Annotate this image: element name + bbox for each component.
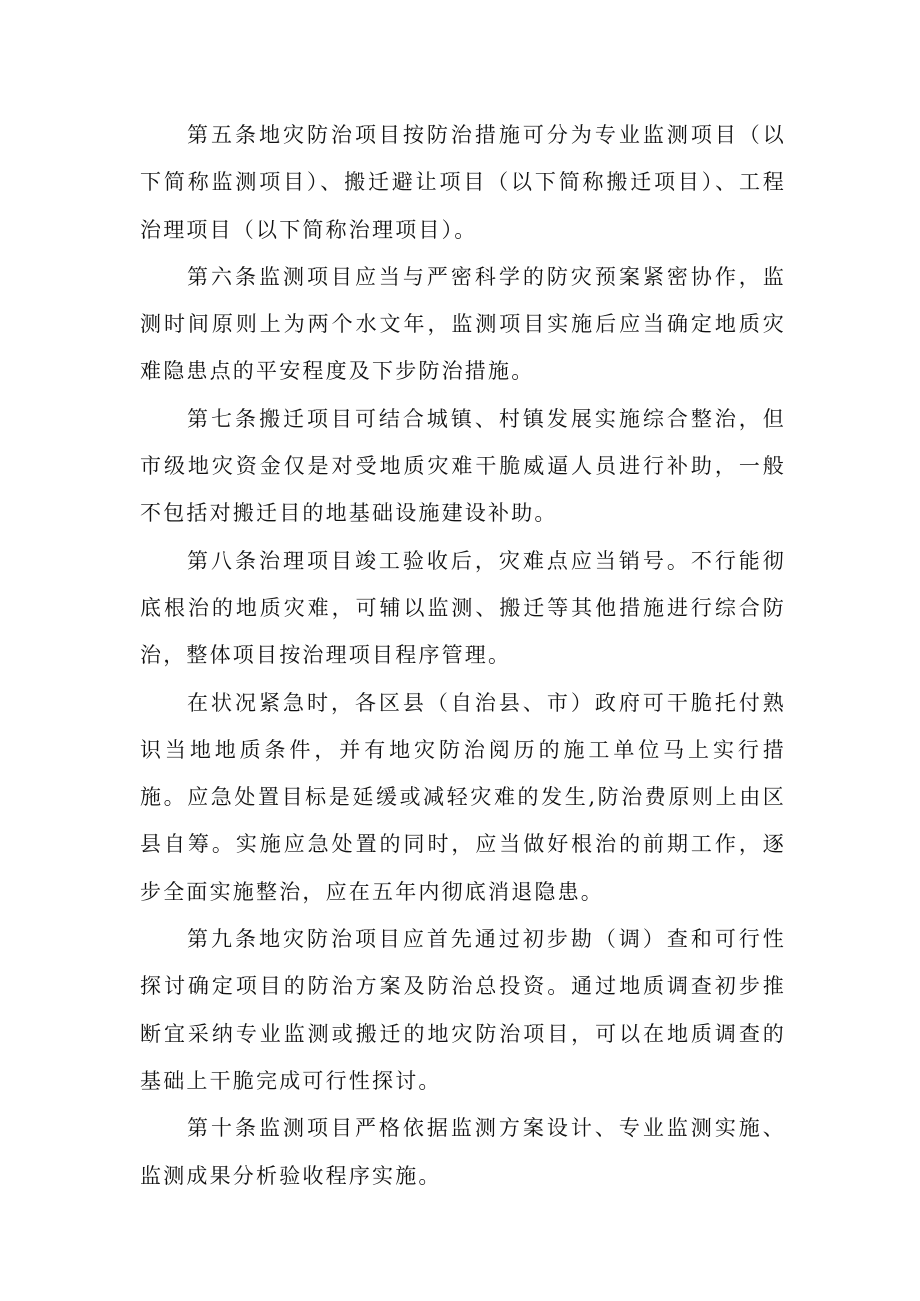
document-body [140,112,786,1200]
paragraph-article-5: 第五条地灾防治项目按防治措施可分为专业监测项目（以下简称监测项目）、搬迁避让项目（以下简称搬迁项目）、工程治理项目（以下简称治理项目）。 [140,123,786,242]
paragraph-article-8: 第八条治理项目竣工验收后，灾难点应当销号。不行能彻底根治的地质灾难，可辅以监测、搬迁等其他措施进行综合防治，整体项目按治理项目程序管理。 [140,548,786,668]
paragraph-emergency: 在状况紧急时，各区县（自治县、市）政府可干脆托付熟识当地地质条件，并有地灾防治阅历的施工单位马上实行措施。应急处置目标是延缓或减轻灾难的发生,防治费原则上由区县自筹。实施应急处置的同时，应当做好根治的前期工作，逐步全面实施整治，应在五年内彻底消退隐患。 [140,690,786,904]
paragraph-article-9: 第九条地灾防治项目应首先通过初步勘（调）查和可行性探讨确定项目的防治方案及防治总投资。通过地质调查初步推断宜采纳专业监测或搬迁的地灾防治项目，可以在地质调查的基础上干脆完成可行性探讨。 [140,927,786,1093]
paragraph-article-10: 第十条监测项目严格依据监测方案设计、专业监测实施、监测成果分析验收程序实施。 [140,1116,786,1188]
paragraph-article-6: 第六条监测项目应当与严密科学的防灾预案紧密协作，监测时间原则上为两个水文年，监测项目实施后应当确定地质灾难隐患点的平安程度及下步防治措施。 [140,264,786,384]
paragraph-article-7: 第七条搬迁项目可结合城镇、村镇发展实施综合整治，但市级地灾资金仅是对受地质灾难干脆威逼人员进行补助，一般不包括对搬迁目的地基础设施建设补助。 [140,406,786,526]
